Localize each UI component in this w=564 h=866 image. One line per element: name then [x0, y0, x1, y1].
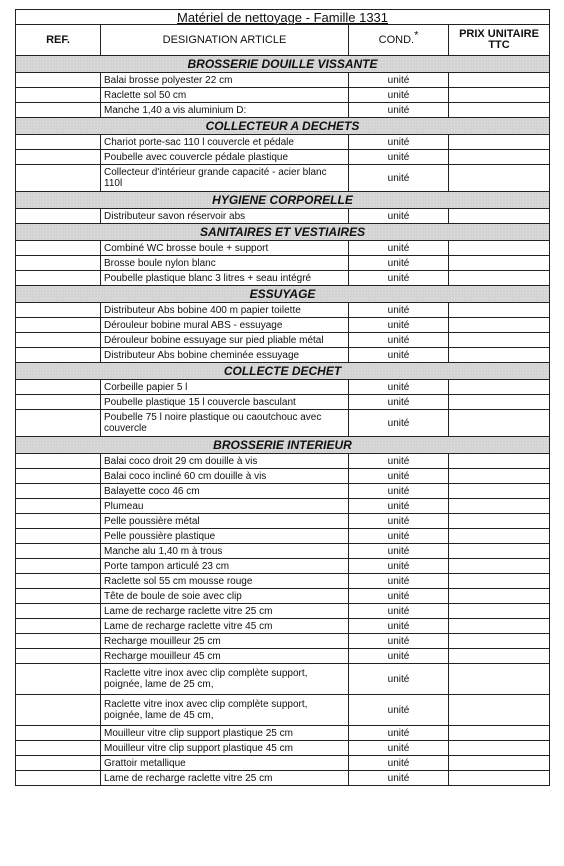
price-cell[interactable] — [449, 209, 550, 224]
price-list-sheet — [15, 9, 549, 786]
cond-cell: unité — [349, 150, 449, 165]
price-cell[interactable] — [449, 726, 550, 741]
ref-cell — [16, 741, 101, 756]
price-cell[interactable] — [449, 165, 550, 192]
designation-cell: Recharge mouilleur 45 cm — [101, 649, 349, 664]
cond-cell: unité — [349, 544, 449, 559]
cond-cell: unité — [349, 741, 449, 756]
ref-cell — [16, 454, 101, 469]
table-row — [16, 499, 550, 514]
designation-cell: Chariot porte-sac 110 l couvercle et pédale — [101, 135, 349, 150]
ref-cell — [16, 303, 101, 318]
ref-cell — [16, 756, 101, 771]
table-row — [16, 271, 550, 286]
price-cell[interactable] — [449, 318, 550, 333]
cond-cell: unité — [349, 499, 449, 514]
ref-cell — [16, 529, 101, 544]
designation-cell: Pelle poussière métal — [101, 514, 349, 529]
designation-cell: Manche 1,40 a vis aluminium D: — [101, 103, 349, 118]
ref-cell — [16, 726, 101, 741]
designation-cell: Plumeau — [101, 499, 349, 514]
ref-cell — [16, 395, 101, 410]
price-cell[interactable] — [449, 664, 550, 695]
designation-cell: Lame de recharge raclette vitre 25 cm — [101, 771, 349, 786]
price-cell[interactable] — [449, 574, 550, 589]
designation-cell: Poubelle plastique blanc 3 litres + seau intégré — [101, 271, 349, 286]
designation-cell: Balai coco droit 29 cm douille à vis — [101, 454, 349, 469]
designation-cell: Porte tampon articulé 23 cm — [101, 559, 349, 574]
section-title: ESSUYAGE — [16, 286, 550, 303]
page-title — [16, 10, 550, 25]
price-cell[interactable] — [449, 395, 550, 410]
table-row — [16, 150, 550, 165]
cond-cell: unité — [349, 756, 449, 771]
table-row — [16, 103, 550, 118]
table-row — [16, 241, 550, 256]
price-cell[interactable] — [449, 73, 550, 88]
cond-cell: unité — [349, 771, 449, 786]
cond-cell: unité — [349, 634, 449, 649]
table-row — [16, 756, 550, 771]
price-cell[interactable] — [449, 484, 550, 499]
designation-cell: Poubelle plastique 15 l couvercle basculant — [101, 395, 349, 410]
cond-cell: unité — [349, 380, 449, 395]
table-row — [16, 695, 550, 726]
section-header-row — [16, 437, 550, 454]
cond-cell: unité — [349, 574, 449, 589]
price-cell[interactable] — [449, 256, 550, 271]
price-cell[interactable] — [449, 619, 550, 634]
designation-cell: Manche alu 1,40 m à trous — [101, 544, 349, 559]
price-cell[interactable] — [449, 271, 550, 286]
table-row — [16, 589, 550, 604]
designation-cell: Balai brosse polyester 22 cm — [101, 73, 349, 88]
section-title: COLLECTEUR A DECHETS — [16, 118, 550, 135]
price-cell[interactable] — [449, 88, 550, 103]
designation-cell: Corbeille papier 5 l — [101, 380, 349, 395]
section-header-row — [16, 286, 550, 303]
price-cell[interactable] — [449, 348, 550, 363]
designation-cell: Raclette vitre inox avec clip complète support, poignée, lame de 25 cm, — [101, 664, 349, 695]
table-row — [16, 303, 550, 318]
ref-cell — [16, 574, 101, 589]
price-cell[interactable] — [449, 150, 550, 165]
ref-cell — [16, 589, 101, 604]
table-row — [16, 333, 550, 348]
ref-cell — [16, 410, 101, 437]
cond-cell: unité — [349, 514, 449, 529]
table-row — [16, 469, 550, 484]
table-row — [16, 165, 550, 192]
table-row — [16, 634, 550, 649]
designation-cell: Grattoir metallique — [101, 756, 349, 771]
price-cell[interactable] — [449, 103, 550, 118]
column-header-designation: DESIGNATION ARTICLE — [101, 25, 349, 56]
cond-cell: unité — [349, 209, 449, 224]
designation-cell: Raclette vitre inox avec clip complète support, poignée, lame de 45 cm, — [101, 695, 349, 726]
designation-cell: Balayette coco 46 cm — [101, 484, 349, 499]
ref-cell — [16, 103, 101, 118]
cond-cell: unité — [349, 664, 449, 695]
price-cell[interactable] — [449, 410, 550, 437]
cond-cell: unité — [349, 559, 449, 574]
designation-cell: Lame de recharge raclette vitre 25 cm — [101, 604, 349, 619]
price-cell[interactable] — [449, 695, 550, 726]
price-cell[interactable] — [449, 469, 550, 484]
table-row — [16, 380, 550, 395]
ref-cell — [16, 514, 101, 529]
cond-cell: unité — [349, 256, 449, 271]
ref-cell — [16, 209, 101, 224]
cond-cell: unité — [349, 529, 449, 544]
price-cell[interactable] — [449, 454, 550, 469]
cond-cell: unité — [349, 469, 449, 484]
cond-cell: unité — [349, 410, 449, 437]
cond-cell: unité — [349, 454, 449, 469]
table-row — [16, 604, 550, 619]
designation-cell: Raclette sol 50 cm — [101, 88, 349, 103]
price-cell[interactable] — [449, 604, 550, 619]
price-cell[interactable] — [449, 589, 550, 604]
designation-cell: Collecteur d'intérieur grande capacité - acier blanc 110l — [101, 165, 349, 192]
price-cell[interactable] — [449, 135, 550, 150]
table-row — [16, 741, 550, 756]
column-header-prix-line2: TTC — [488, 39, 510, 51]
section-header-row — [16, 118, 550, 135]
cond-cell: unité — [349, 88, 449, 103]
ref-cell — [16, 348, 101, 363]
table-row — [16, 559, 550, 574]
designation-cell: Lame de recharge raclette vitre 45 cm — [101, 619, 349, 634]
ref-cell — [16, 695, 101, 726]
section-header-row — [16, 56, 550, 73]
section-title: HYGIENE CORPORELLE — [16, 192, 550, 209]
table-row — [16, 574, 550, 589]
section-title: BROSSERIE DOUILLE VISSANTE — [16, 56, 550, 73]
column-header-prix-line1: PRIX UNITAIRE — [459, 28, 539, 40]
price-cell[interactable] — [449, 741, 550, 756]
designation-cell: Dérouleur bobine mural ABS - essuyage — [101, 318, 349, 333]
table-row — [16, 256, 550, 271]
table-row — [16, 348, 550, 363]
price-cell[interactable] — [449, 771, 550, 786]
designation-cell: Distributeur Abs bobine cheminée essuyage — [101, 348, 349, 363]
ref-cell — [16, 165, 101, 192]
column-header-ref: REF. — [16, 25, 101, 56]
price-cell[interactable] — [449, 514, 550, 529]
table-row — [16, 135, 550, 150]
section-header-row — [16, 224, 550, 241]
ref-cell — [16, 380, 101, 395]
cond-cell: unité — [349, 271, 449, 286]
table-row — [16, 771, 550, 786]
designation-cell: Distributeur savon réservoir abs — [101, 209, 349, 224]
cond-cell: unité — [349, 303, 449, 318]
ref-cell — [16, 559, 101, 574]
table-row — [16, 514, 550, 529]
designation-cell: Mouilleur vitre clip support plastique 45 cm — [101, 741, 349, 756]
table-row — [16, 649, 550, 664]
cond-cell: unité — [349, 604, 449, 619]
header-row — [16, 25, 550, 56]
ref-cell — [16, 150, 101, 165]
table-row — [16, 529, 550, 544]
table-row — [16, 454, 550, 469]
cond-cell: unité — [349, 103, 449, 118]
page-title-text: Matériel de nettoyage - Famille 1331 — [177, 9, 389, 25]
designation-cell: Dérouleur bobine essuyage sur pied pliable métal — [101, 333, 349, 348]
price-cell[interactable] — [449, 529, 550, 544]
column-header-prix — [449, 25, 550, 56]
table-row — [16, 88, 550, 103]
cond-cell: unité — [349, 318, 449, 333]
ref-cell — [16, 619, 101, 634]
designation-cell: Poubelle avec couvercle pédale plastique — [101, 150, 349, 165]
table-row — [16, 410, 550, 437]
designation-cell: Tête de boule de soie avec clip — [101, 589, 349, 604]
cond-cell: unité — [349, 695, 449, 726]
section-title: COLLECTE DECHET — [16, 363, 550, 380]
designation-cell: Recharge mouilleur 25 cm — [101, 634, 349, 649]
table-row — [16, 484, 550, 499]
cond-cell: unité — [349, 649, 449, 664]
table-row — [16, 726, 550, 741]
price-cell[interactable] — [449, 241, 550, 256]
ref-cell — [16, 499, 101, 514]
cond-cell: unité — [349, 395, 449, 410]
ref-cell — [16, 333, 101, 348]
price-cell[interactable] — [449, 756, 550, 771]
price-cell[interactable] — [449, 333, 550, 348]
ref-cell — [16, 649, 101, 664]
cond-cell: unité — [349, 348, 449, 363]
table-row — [16, 318, 550, 333]
ref-cell — [16, 469, 101, 484]
price-cell[interactable] — [449, 303, 550, 318]
ref-cell — [16, 544, 101, 559]
table-row — [16, 544, 550, 559]
price-cell[interactable] — [449, 634, 550, 649]
price-cell[interactable] — [449, 649, 550, 664]
ref-cell — [16, 256, 101, 271]
column-header-cond-label: COND. — [378, 33, 415, 46]
ref-cell — [16, 241, 101, 256]
price-cell[interactable] — [449, 544, 550, 559]
designation-cell: Balai coco incliné 60 cm douille à vis — [101, 469, 349, 484]
cond-cell: unité — [349, 619, 449, 634]
section-header-row — [16, 363, 550, 380]
designation-cell: Pelle poussière plastique — [101, 529, 349, 544]
ref-cell — [16, 604, 101, 619]
table-row — [16, 664, 550, 695]
cond-cell: unité — [349, 135, 449, 150]
designation-cell: Brosse boule nylon blanc — [101, 256, 349, 271]
cond-cell: unité — [349, 241, 449, 256]
designation-cell: Raclette sol 55 cm mousse rouge — [101, 574, 349, 589]
table-body — [16, 56, 550, 786]
ref-cell — [16, 634, 101, 649]
section-title: SANITAIRES ET VESTIAIRES — [16, 224, 550, 241]
price-cell[interactable] — [449, 559, 550, 574]
price-list-table — [15, 9, 550, 786]
ref-cell — [16, 73, 101, 88]
section-header-row — [16, 192, 550, 209]
ref-cell — [16, 318, 101, 333]
ref-cell — [16, 271, 101, 286]
cond-cell: unité — [349, 333, 449, 348]
cond-cell: unité — [349, 589, 449, 604]
ref-cell — [16, 88, 101, 103]
cond-cell: unité — [349, 73, 449, 88]
table-row — [16, 395, 550, 410]
ref-cell — [16, 771, 101, 786]
designation-cell: Combiné WC brosse boule + support — [101, 241, 349, 256]
column-header-cond-mark: * — [414, 28, 419, 41]
table-row — [16, 209, 550, 224]
title-row — [16, 10, 550, 25]
ref-cell — [16, 135, 101, 150]
cond-cell: unité — [349, 484, 449, 499]
designation-cell: Poubelle 75 l noire plastique ou caoutchouc avec couvercle — [101, 410, 349, 437]
price-cell[interactable] — [449, 380, 550, 395]
cond-cell: unité — [349, 726, 449, 741]
price-cell[interactable] — [449, 499, 550, 514]
ref-cell — [16, 484, 101, 499]
table-row — [16, 73, 550, 88]
cond-cell: unité — [349, 165, 449, 192]
designation-cell: Distributeur Abs bobine 400 m papier toilette — [101, 303, 349, 318]
section-title: BROSSERIE INTERIEUR — [16, 437, 550, 454]
ref-cell — [16, 664, 101, 695]
column-header-cond — [349, 25, 449, 56]
designation-cell: Mouilleur vitre clip support plastique 25 cm — [101, 726, 349, 741]
table-row — [16, 619, 550, 634]
